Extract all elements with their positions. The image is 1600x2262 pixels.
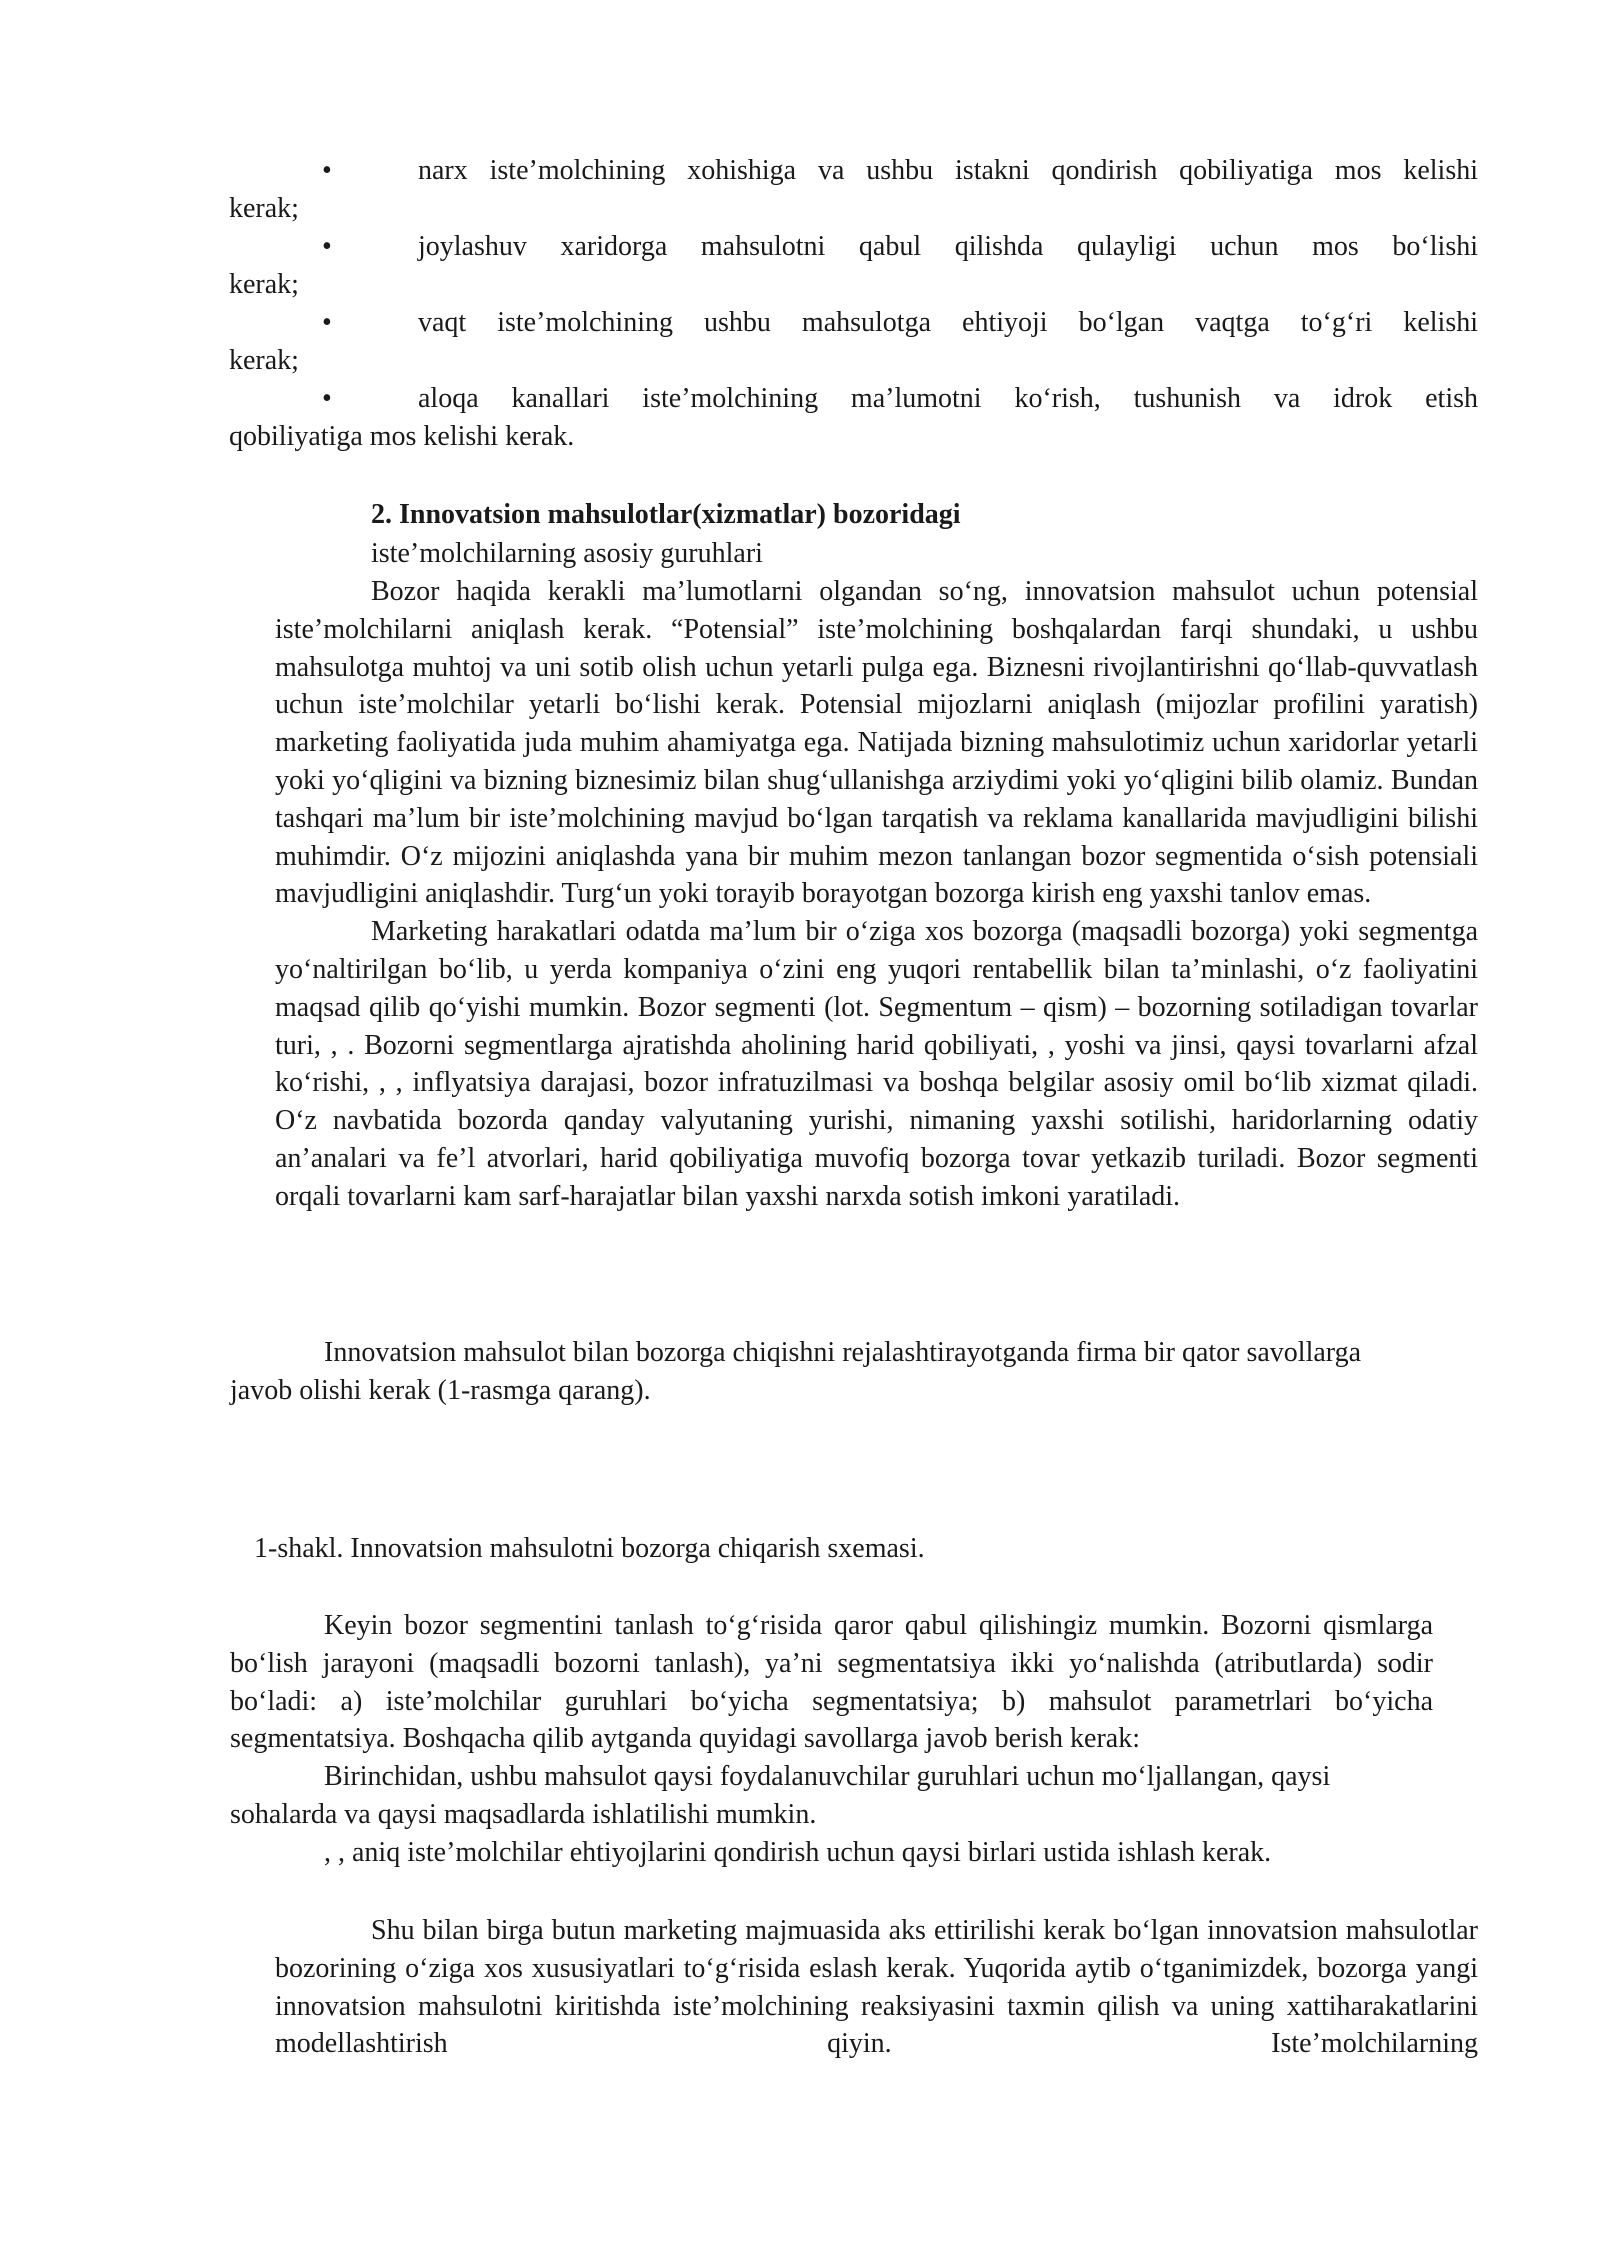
bullet-marker: • — [322, 231, 332, 262]
bullet-text-continuation: kerak; — [229, 268, 299, 300]
bullet-marker: • — [322, 155, 332, 186]
bullet-text: vaqt iste’molchining ushbu mahsulotga ehtiyoji bo‘lgan vaqtga to‘g‘ri kelishi — [418, 307, 1478, 338]
bullet-text-continuation: kerak; — [229, 344, 299, 376]
paragraph: , , aniq iste’molchilar ehtiyojlarini qondirish uchun qaysi birlari ustida ishlash kerak. — [324, 1836, 1272, 1868]
bullet-item-price — [230, 152, 1478, 228]
paragraph: Marketing harakatlari odatda ma’lum bir o‘ziga xos bozorga (maqsadli bozorga) yoki segmentga yo‘naltirilgan bo‘lib, u yerda kompaniya o‘zini eng yuqori rentabellik bilan ta’minlashi, o‘z faoliyatini maqsad qilib qo‘yishi mumkin. Bozor segmenti (lot. Segmentum – qism) – bozorning sotiladigan tovarlar turi, , . Bozorni segmentlarga ajratishda aholining harid qobiliyati, , yoshi va jinsi, qaysi tovarlarni afzal ko‘rishi, , , inflyatsiya darajasi, bozor infratuzilmasi va boshqa belgilar asosiy omil bo‘lib xizmat qiladi. O‘z navbatida bozorda qanday valyutaning yurishi, nimaning yaxshi sotilishi, haridorlarning odatiy an’analari va fe’l atvorlari, harid qobiliyatiga muvofiq bozorga tovar yetkazib turiladi. Bozor segmenti orqali tovarlarni kam sarf-harajatlar bilan yaxshi narxda sotish imkoni yaratiladi. — [275, 916, 1478, 1212]
section-subheading: iste’molchilarning asosiy guruhlari — [371, 538, 763, 569]
paragraph-group-1 — [275, 573, 1478, 1216]
bullet-text-continuation: kerak; — [229, 192, 299, 224]
paragraph-group-4 — [275, 1912, 1478, 2063]
bullet-text-continuation: qobiliyatiga mos kelishi kerak. — [229, 420, 575, 452]
paragraph: Shu bilan birga butun marketing majmuasida aks ettirilishi kerak bo‘lgan innovatsion mahsulotlar bozorining o‘ziga xos xususiyatlari to‘g‘risida eslash kerak. Yuqorida aytib o‘tganimizdek, bozorga yangi innovatsion mahsulotni kiritishda iste’molchining reaksiyasini taxmin qilish va uning xattiharakatlarini modellashtirish qiyin. Iste’molchilarning — [275, 1915, 1478, 2060]
bullet-text: narx iste’molchining xohishiga va ushbu istakni qondirish qobiliyatiga mos kelishi — [418, 155, 1478, 186]
section-heading: 2. Innovatsion mahsulotlar(xizmatlar) bozoridagi — [371, 499, 961, 530]
paragraph: Keyin bozor segmentini tanlash to‘g‘risida qaror qabul qilishingiz mumkin. Bozorni qismlarga bo‘lish jarayoni (maqsadli bozorni tanlash), ya’ni segmentatsiya ikki yo‘nalishda (atributlarda) sodir bo‘ladi: a) iste’molchilar guruhlari bo‘yicha segmentatsiya; b) mahsulot parametrlari bo‘yicha segmentatsiya. Boshqacha qilib aytganda quyidagi savollarga javob berish kerak: — [230, 1610, 1433, 1755]
paragraph-group-3 — [230, 1607, 1433, 1872]
figure-caption: 1-shakl. Innovatsion mahsulotni bozorga chiqarish sxemasi. — [254, 1533, 925, 1564]
bullet-item-channels — [230, 380, 1478, 456]
bullet-text: joylashuv xaridorga mahsulotni qabul qilishda qulayligi uchun mos bo‘lishi — [418, 231, 1478, 262]
bullet-text: aloqa kanallari iste’molchining ma’lumotni ko‘rish, tushunish va idrok etish — [418, 383, 1478, 414]
bullet-item-location — [230, 228, 1478, 304]
bullet-marker: • — [322, 383, 332, 414]
paragraph: Innovatsion mahsulot bilan bozorga chiqishni rejalashtirayotganda firma bir qator savollarga javob olishi kerak (1-rasmga qarang). — [230, 1337, 1362, 1406]
bullet-marker: • — [322, 307, 332, 338]
paragraph-group-2 — [230, 1334, 1410, 1410]
paragraph: Birinchidan, ushbu mahsulot qaysi foydalanuvchilar guruhlari uchun mo‘ljallangan, qaysi sohalarda va qaysi maqsadlarda ishlatilishi mumkin. — [230, 1761, 1331, 1830]
paragraph: Bozor haqida kerakli ma’lumotlarni olgandan so‘ng, innovatsion mahsulot uchun potensial iste’molchilarni aniqlash kerak. “Potensial” iste’molchining boshqalardan farqi shundaki, u ushbu mahsulotga muhtoj va uni sotib olish uchun yetarli pulga ega. Biznesni rivojlantirishni qo‘llab-quvvatlash uchun iste’molchilar yetarli bo‘lishi kerak. Potensial mijozlarni aniqlash (mijozlar profilini yaratish) marketing faoliyatida juda muhim ahamiyatga ega. Natijada bizning mahsulotimiz uchun xaridorlar yetarli yoki yo‘qligini va bizning biznesimiz bilan shug‘ullanishga arziydimi yoki yo‘qligini bilib olamiz. Bundan tashqari ma’lum bir iste’molchining mavjud bo‘lgan tarqatish va reklama kanallarida mavjudligini bilishi muhimdir. O‘z mijozini aniqlashda yana bir muhim mezon tanlangan bozor segmentida o‘sish potensiali mavjudligini aniqlashdir. Turg‘un yoki torayib borayotgan bozorga kirish eng yaxshi tanlov emas. — [275, 576, 1478, 910]
bullet-item-time — [230, 304, 1478, 380]
